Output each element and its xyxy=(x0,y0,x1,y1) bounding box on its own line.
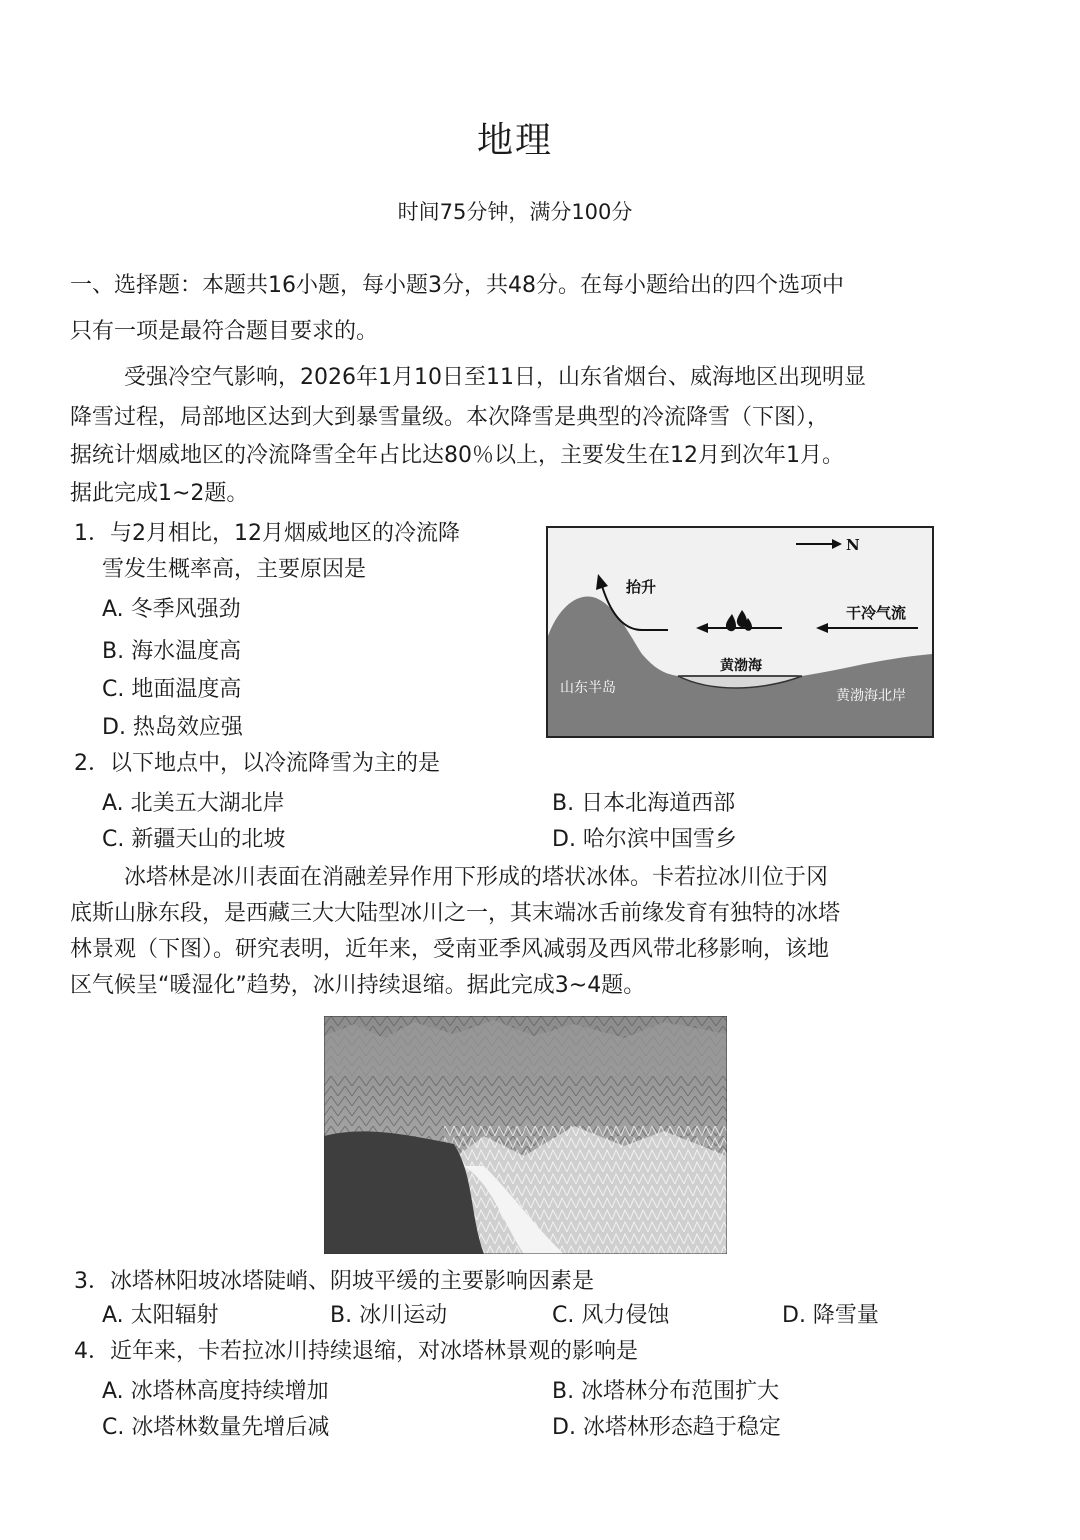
q4-option-c: C. 冰塔林数量先增后减 xyxy=(102,1415,330,1440)
q3-stem: 3．冰塔林阳坡冰塔陡峭、阴坡平缓的主要影响因素是 xyxy=(74,1269,594,1294)
q4-option-b: B. 冰塔林分布范围扩大 xyxy=(552,1379,780,1404)
q2-option-a: A. 北美五大湖北岸 xyxy=(102,791,285,816)
q4-option-d: D. 冰塔林形态趋于稳定 xyxy=(552,1415,781,1440)
q1-option-d: D. 热岛效应强 xyxy=(102,715,243,740)
q2-option-c: C. 新疆天山的北坡 xyxy=(102,827,286,852)
q1-option-b: B. 海水温度高 xyxy=(102,639,242,664)
q3-option-c: C. 风力侵蚀 xyxy=(552,1303,670,1328)
q1-option-a: A. 冬季风强劲 xyxy=(102,597,241,622)
ice-pagoda-forest-photo xyxy=(324,1016,727,1254)
section-instruction-line-2: 只有一项是最符合题目要求的。 xyxy=(70,319,379,344)
q1-option-c: C. 地面温度高 xyxy=(102,677,242,702)
q1-stem-line-1: 1．与2月相比，12月烟威地区的冷流降 xyxy=(74,521,460,546)
q1-stem-line-2: 雪发生概率高，主要原因是 xyxy=(102,557,367,582)
dry-cold-air-label: 干冷气流 xyxy=(846,604,907,622)
section-instruction-line-1: 一、选择题：本题共16小题，每小题3分，共48分。在每小题给出的四个选项中 xyxy=(70,273,844,298)
north-label: N xyxy=(846,536,860,554)
passage1-line: 受强冷空气影响，2026年1月10日至11日，山东省烟台、威海地区出现明显 xyxy=(124,365,866,390)
passage2-line: 林景观（下图）。研究表明，近年来，受南亚季风减弱及西风带北移影响，该地 xyxy=(70,937,830,962)
q4-stem: 4．近年来，卡若拉冰川持续退缩，对冰塔林景观的影响是 xyxy=(74,1339,638,1364)
passage2-line: 底斯山脉东段，是西藏三大大陆型冰川之一，其末端冰舌前缘发育有独特的冰塔 xyxy=(70,901,841,926)
q2-option-d: D. 哈尔滨中国雪乡 xyxy=(552,827,737,852)
q4-option-a: A. 冰塔林高度持续增加 xyxy=(102,1379,329,1404)
exam-info: 时间75分钟，满分100分 xyxy=(397,200,633,224)
q2-option-b: B. 日本北海道西部 xyxy=(552,791,736,816)
passage1-line: 降雪过程，局部地区达到大到暴雪量级。本次降雪是典型的冷流降雪（下图）， xyxy=(70,405,830,430)
q2-stem: 2．以下地点中，以冷流降雪为主的是 xyxy=(74,751,440,776)
passage1-line: 据统计烟威地区的冷流降雪全年占比达80％以上，主要发生在12月到次年1月。 xyxy=(70,443,844,468)
cold-current-snow-diagram xyxy=(546,526,934,738)
lift-label: 抬升 xyxy=(626,578,657,596)
passage1-line: 据此完成1~2题。 xyxy=(70,481,249,506)
q3-option-d: D. 降雪量 xyxy=(782,1303,879,1328)
north-shore-label: 黄渤海北岸 xyxy=(836,688,906,704)
page-title: 地理 xyxy=(476,120,553,161)
passage2-line: 区气候呈“暖湿化”趋势，冰川持续退缩。据此完成3~4题。 xyxy=(70,973,646,998)
passage2-line: 冰塔林是冰川表面在消融差异作用下形成的塔状冰体。卡若拉冰川位于冈 xyxy=(124,865,829,890)
q3-option-a: A. 太阳辐射 xyxy=(102,1303,219,1328)
q3-option-b: B. 冰川运动 xyxy=(330,1303,448,1328)
shandong-label: 山东半岛 xyxy=(560,680,616,696)
sea-label: 黄渤海 xyxy=(720,658,762,674)
